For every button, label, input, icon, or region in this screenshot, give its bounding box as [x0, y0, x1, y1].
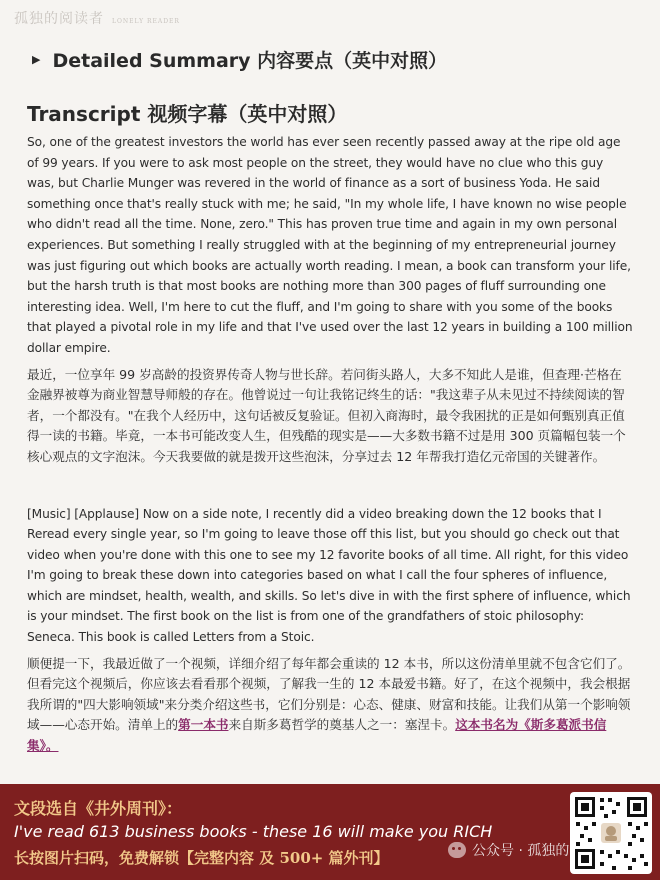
- summary-toggle[interactable]: [32, 46, 447, 73]
- paragraph-1-chinese: 最近，一位享年 99 岁高龄的投资界传奇人物与世长辞。若问街头路人，大多不知此人是谁，但查理·芒格在金融界被尊为商业智慧导师般的存在。他曾说过一句让我铭记终生的话："我这辈子从未见过不持续阅读的智者，一个都没有。"在我个人经历中，这句话被反复验证。但初入商海时，最令我困扰的正是如何甄别真正值得一读的书籍。毕竟，一本书可能改变人生，但残酷的现实是——大多数书籍不过是用 300 页篇幅包装一个核心观点的文字泡沫。今天我要做的就是拨开这些泡沫，分享过去 12 年帮我打造亿元帝国的关键著作。: [27, 366, 626, 464]
- watermark-text: 公众号 · 孤独的: [472, 843, 570, 859]
- banner-source-line: 文段选自《井外周刊》：: [14, 799, 183, 818]
- paragraph-2-chinese-part-b: 来自斯多葛哲学的奠基人之一：塞涅卡。: [228, 717, 456, 733]
- brand-name-cn: 孤独的阅读者: [14, 11, 104, 27]
- transcript-heading: Transcript 视频字幕（英中对照）: [27, 102, 348, 126]
- paragraph-2-chinese-part-a: 顺便提一下，我最近做了一个视频，详细介绍了每年都会重读的 12 本书，所以这份清单里就不包含它们了。但看完这个视频后，你应该去看看那个视频，了解我一生的 12 本最爱书籍。好了，在这个视频中，我会根据我所谓的"四大影响领域"来分类介绍这些书，它们分别是：心态、健康、财富和技能。让我们从第一个影响领域——心态开始。清单上的: [27, 655, 631, 733]
- wechat-icon: [448, 842, 466, 858]
- summary-label: Detailed Summary 内容要点（英中对照）: [52, 50, 448, 72]
- paragraph-2-english: [Music] [Applause] Now on a side note, I recently did a video breaking down the 12 books that I Reread every single year, so I'm going to leave those off this list, but you should go check out that video when you're done with this one to see my 12 favorite books of all time. All right, for this video I'm going to break these down into categories based on what I call the four spheres of influence, which are mindset, health, wealth, and skills. So let's dive in with the first sphere of influence, which is your mindset. The first book on the list is from one of the grandfathers of stoic philosophy: Seneca. This book is called Letters from a Stoic.: [27, 506, 631, 645]
- brand-logo: [14, 8, 180, 28]
- paragraph-2-chinese: [27, 654, 633, 757]
- first-book-link[interactable]: 第一本书: [178, 717, 229, 733]
- banner-article-title: I've read 613 business books - these 16 will make you RICH: [14, 822, 493, 841]
- qr-code-graphic: [570, 792, 652, 874]
- triangle-right-icon: ▶: [32, 53, 41, 66]
- promo-banner: [0, 784, 660, 880]
- book-title-link[interactable]: 这本书名为《斯多葛派书信集》。: [27, 717, 607, 754]
- paragraph-1-english: So, one of the greatest investors the world has ever seen recently passed away at the ripe old age of 99 years. If you were to ask most people on the street, they would have no clue who this guy was, but Charlie Munger was revered in the world of finance as a sort of business Yoda. He said something once that's really stuck with me; he said, "In my whole life, I have known no wise people who didn't read all the time. None, zero." This has proven true time and again in my own personal experiences. But something I really struggled with at the beginning of my entrepreneurial journey was just figuring out which books are actually worth reading. I mean, a book can transform your life, but the harsh truth is that most books are nothing more than 300 pages of fluff surrounding one interesting idea. Well, I'm here to cut the fluff, and I'm going to share with you some of the books that played a pivotal role in my life and that I've used over the last 12 years in building a 100 million dollar empire.: [27, 135, 633, 355]
- qr-code-icon[interactable]: [570, 792, 652, 874]
- transcript-body: [27, 132, 633, 757]
- brand-name-en: LONELY READER: [112, 18, 180, 25]
- banner-cta-line: 长按图片扫码，免费解锁【完整内容 及 500+ 篇外刊】: [14, 849, 389, 867]
- wechat-watermark: [448, 840, 569, 860]
